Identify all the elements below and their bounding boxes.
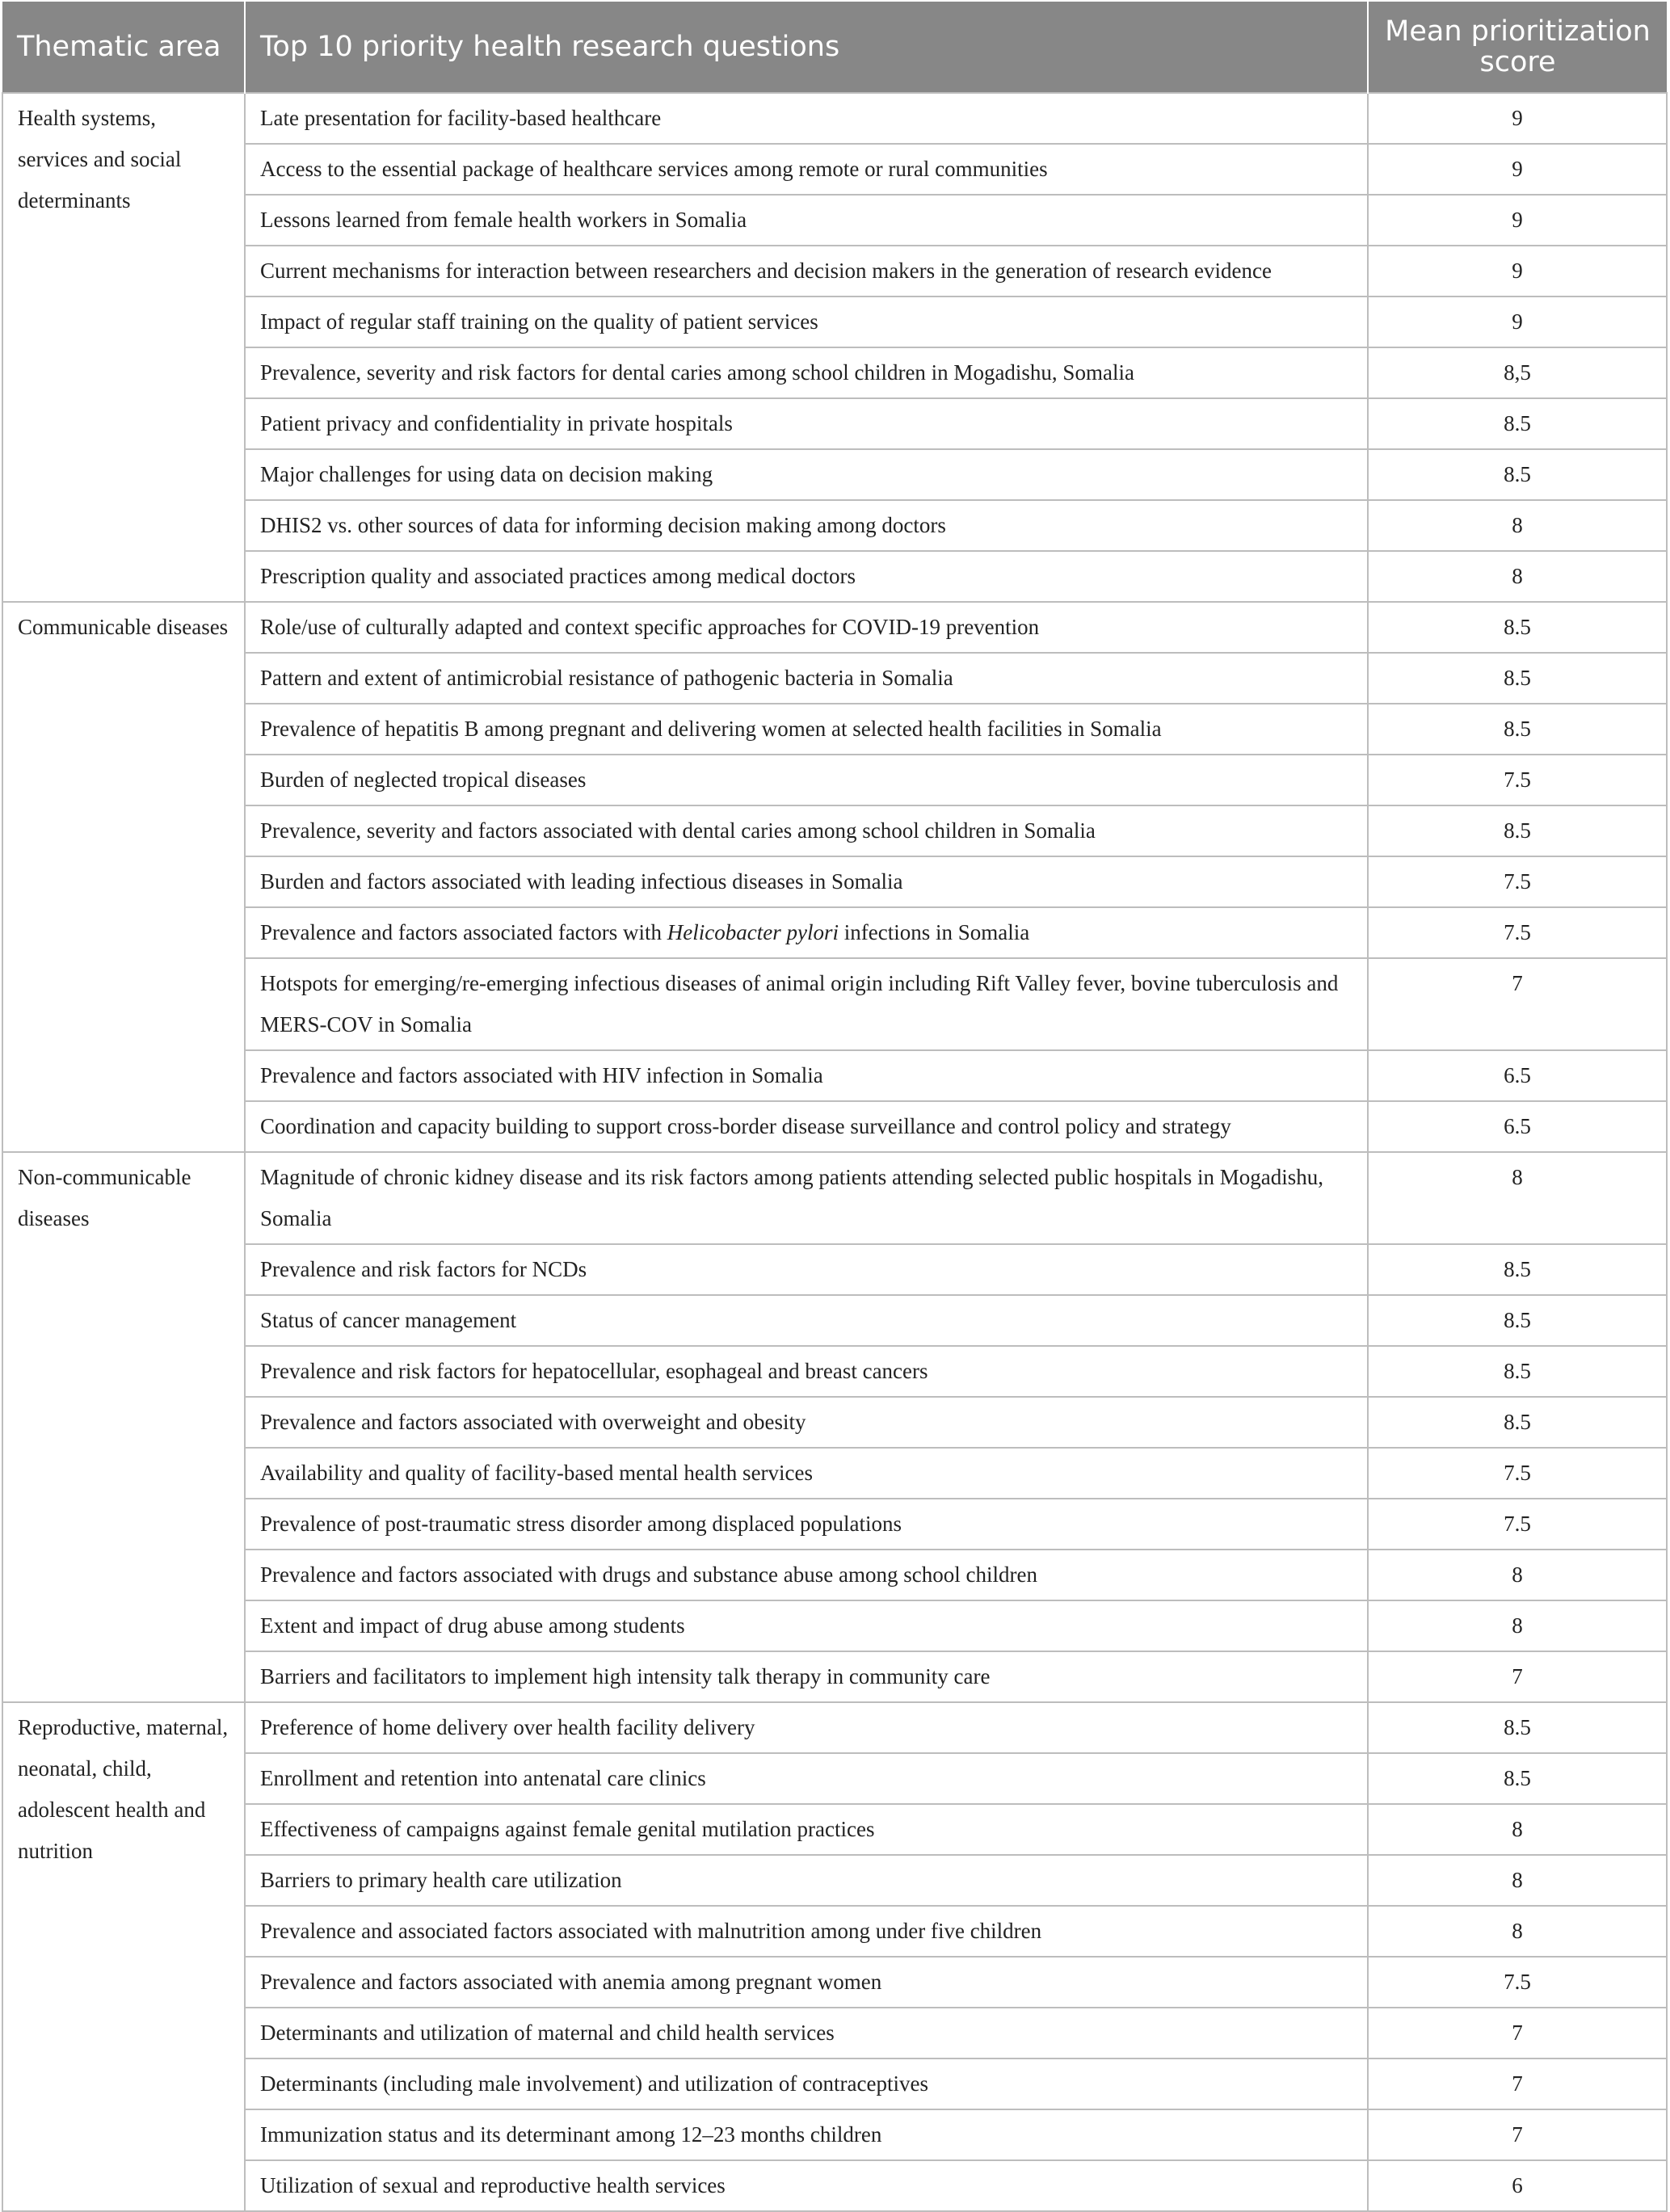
score-cell: 6.5 bbox=[1368, 1050, 1667, 1101]
header-thematic-area: Thematic area bbox=[2, 2, 245, 93]
question-cell: Determinants (including male involvement) and utilization of contraceptives bbox=[245, 2059, 1368, 2109]
score-cell: 8.5 bbox=[1368, 449, 1667, 500]
thematic-area-cell: Communicable diseases bbox=[2, 602, 245, 1152]
question-cell bbox=[245, 907, 1368, 958]
score-cell: 7 bbox=[1368, 958, 1667, 1050]
score-cell: 8 bbox=[1368, 1855, 1667, 1906]
table-row bbox=[2, 1855, 1667, 1906]
score-cell: 7.5 bbox=[1368, 755, 1667, 805]
question-cell: Immunization status and its determinant among 12–23 months children bbox=[245, 2109, 1368, 2160]
table-row bbox=[2, 1753, 1667, 1804]
table-row bbox=[2, 1346, 1667, 1397]
question-cell: Impact of regular staff training on the quality of patient services bbox=[245, 296, 1368, 347]
table-row bbox=[2, 907, 1667, 958]
question-cell: Barriers and facilitators to implement high intensity talk therapy in community care bbox=[245, 1651, 1368, 1702]
question-cell: Prevalence, severity and factors associated with dental caries among school children in Somalia bbox=[245, 805, 1368, 856]
table-row bbox=[2, 1702, 1667, 1753]
score-cell: 8.5 bbox=[1368, 1397, 1667, 1448]
question-cell: Prevalence and factors associated with overweight and obesity bbox=[245, 1397, 1368, 1448]
score-cell: 7.5 bbox=[1368, 1957, 1667, 2008]
table-row bbox=[2, 1957, 1667, 2008]
table-row bbox=[2, 144, 1667, 195]
question-cell: DHIS2 vs. other sources of data for informing decision making among doctors bbox=[245, 500, 1368, 551]
question-cell: Hotspots for emerging/re-emerging infectious diseases of animal origin including Rift Valley fever, bovine tuberculosis and MERS-COV in Somalia bbox=[245, 958, 1368, 1050]
question-cell: Pattern and extent of antimicrobial resistance of pathogenic bacteria in Somalia bbox=[245, 653, 1368, 704]
table-row bbox=[2, 1448, 1667, 1499]
table-row bbox=[2, 500, 1667, 551]
table-row bbox=[2, 2109, 1667, 2160]
priority-questions-table bbox=[2, 2, 1668, 2212]
question-cell: Enrollment and retention into antenatal care clinics bbox=[245, 1753, 1368, 1804]
question-cell: Burden of neglected tropical diseases bbox=[245, 755, 1368, 805]
table-row bbox=[2, 93, 1667, 144]
question-cell: Prevalence and risk factors for hepatocellular, esophageal and breast cancers bbox=[245, 1346, 1368, 1397]
score-cell: 6.5 bbox=[1368, 1101, 1667, 1152]
table-row bbox=[2, 296, 1667, 347]
table-row bbox=[2, 653, 1667, 704]
score-cell: 8.5 bbox=[1368, 1346, 1667, 1397]
score-cell: 8,5 bbox=[1368, 347, 1667, 398]
thematic-area-cell: Reproductive, maternal, neonatal, child, adolescent health and nutrition bbox=[2, 1702, 245, 2211]
question-cell: Prevalence and associated factors associated with malnutrition among under five children bbox=[245, 1906, 1368, 1957]
question-cell: Role/use of culturally adapted and context specific approaches for COVID-19 prevention bbox=[245, 602, 1368, 653]
score-cell: 8.5 bbox=[1368, 398, 1667, 449]
score-cell: 7 bbox=[1368, 2109, 1667, 2160]
question-cell: Prevalence of hepatitis B among pregnant and delivering women at selected health facilities in Somalia bbox=[245, 704, 1368, 755]
question-text: Prevalence and factors associated factors with bbox=[260, 920, 667, 944]
score-cell: 9 bbox=[1368, 93, 1667, 144]
table-row bbox=[2, 704, 1667, 755]
question-cell: Lessons learned from female health workers in Somalia bbox=[245, 195, 1368, 246]
question-cell: Coordination and capacity building to support cross-border disease surveillance and control policy and strategy bbox=[245, 1101, 1368, 1152]
question-cell: Magnitude of chronic kidney disease and its risk factors among patients attending selected public hospitals in Mogadishu, Somalia bbox=[245, 1152, 1368, 1244]
score-cell: 7 bbox=[1368, 2059, 1667, 2109]
question-cell: Prevalence, severity and risk factors for dental caries among school children in Mogadishu, Somalia bbox=[245, 347, 1368, 398]
score-cell: 6 bbox=[1368, 2160, 1667, 2211]
table-row bbox=[2, 1550, 1667, 1600]
question-cell: Prevalence and factors associated with HIV infection in Somalia bbox=[245, 1050, 1368, 1101]
question-cell: Current mechanisms for interaction between researchers and decision makers in the generation of research evidence bbox=[245, 246, 1368, 296]
table-row bbox=[2, 2008, 1667, 2059]
score-cell: 8.5 bbox=[1368, 653, 1667, 704]
score-cell: 8.5 bbox=[1368, 805, 1667, 856]
table-row bbox=[2, 1651, 1667, 1702]
question-cell: Late presentation for facility-based healthcare bbox=[245, 93, 1368, 144]
question-cell: Effectiveness of campaigns against female genital mutilation practices bbox=[245, 1804, 1368, 1855]
question-cell: Preference of home delivery over health facility delivery bbox=[245, 1702, 1368, 1753]
table-row bbox=[2, 1152, 1667, 1244]
score-cell: 8.5 bbox=[1368, 1244, 1667, 1295]
score-cell: 7.5 bbox=[1368, 856, 1667, 907]
table-row bbox=[2, 1397, 1667, 1448]
question-cell: Prevalence and factors associated with anemia among pregnant women bbox=[245, 1957, 1368, 2008]
score-cell: 9 bbox=[1368, 195, 1667, 246]
question-cell: Access to the essential package of healthcare services among remote or rural communities bbox=[245, 144, 1368, 195]
score-cell: 8 bbox=[1368, 1152, 1667, 1244]
question-cell: Availability and quality of facility-based mental health services bbox=[245, 1448, 1368, 1499]
question-cell: Major challenges for using data on decision making bbox=[245, 449, 1368, 500]
table-row bbox=[2, 1295, 1667, 1346]
table-row bbox=[2, 958, 1667, 1050]
table-row bbox=[2, 856, 1667, 907]
table-body bbox=[2, 93, 1667, 2211]
table-row bbox=[2, 1804, 1667, 1855]
table-row bbox=[2, 755, 1667, 805]
score-cell: 7.5 bbox=[1368, 907, 1667, 958]
score-cell: 9 bbox=[1368, 144, 1667, 195]
score-cell: 8.5 bbox=[1368, 1702, 1667, 1753]
table-row bbox=[2, 805, 1667, 856]
score-cell: 7.5 bbox=[1368, 1448, 1667, 1499]
score-cell: 9 bbox=[1368, 246, 1667, 296]
table-row bbox=[2, 398, 1667, 449]
question-cell: Prevalence and factors associated with drugs and substance abuse among school children bbox=[245, 1550, 1368, 1600]
table-row bbox=[2, 2160, 1667, 2211]
table-row bbox=[2, 2059, 1667, 2109]
score-cell: 7.5 bbox=[1368, 1499, 1667, 1550]
score-cell: 8.5 bbox=[1368, 704, 1667, 755]
table-row bbox=[2, 1600, 1667, 1651]
question-cell: Prescription quality and associated practices among medical doctors bbox=[245, 551, 1368, 602]
table-row bbox=[2, 602, 1667, 653]
score-cell: 7 bbox=[1368, 1651, 1667, 1702]
question-text-after: infections in Somalia bbox=[839, 920, 1030, 944]
score-cell: 8 bbox=[1368, 1906, 1667, 1957]
table-row bbox=[2, 195, 1667, 246]
table-row bbox=[2, 1101, 1667, 1152]
question-text-italic: Helicobacter pylori bbox=[667, 920, 839, 944]
score-cell: 8 bbox=[1368, 500, 1667, 551]
table-row bbox=[2, 1906, 1667, 1957]
table-row bbox=[2, 347, 1667, 398]
header-questions: Top 10 priority health research questions bbox=[245, 2, 1368, 93]
question-cell: Barriers to primary health care utilization bbox=[245, 1855, 1368, 1906]
table-row bbox=[2, 246, 1667, 296]
question-cell: Status of cancer management bbox=[245, 1295, 1368, 1346]
table-row bbox=[2, 1050, 1667, 1101]
table-row bbox=[2, 1244, 1667, 1295]
question-cell: Burden and factors associated with leading infectious diseases in Somalia bbox=[245, 856, 1368, 907]
thematic-area-cell: Health systems, services and social determinants bbox=[2, 93, 245, 602]
question-cell: Extent and impact of drug abuse among students bbox=[245, 1600, 1368, 1651]
score-cell: 8.5 bbox=[1368, 602, 1667, 653]
question-cell: Utilization of sexual and reproductive health services bbox=[245, 2160, 1368, 2211]
score-cell: 8.5 bbox=[1368, 1295, 1667, 1346]
thematic-area-cell: Non-communicable diseases bbox=[2, 1152, 245, 1702]
score-cell: 8.5 bbox=[1368, 1753, 1667, 1804]
question-cell: Patient privacy and confidentiality in private hospitals bbox=[245, 398, 1368, 449]
score-cell: 7 bbox=[1368, 2008, 1667, 2059]
score-cell: 9 bbox=[1368, 296, 1667, 347]
table-row bbox=[2, 449, 1667, 500]
score-cell: 8 bbox=[1368, 1600, 1667, 1651]
question-cell: Determinants and utilization of maternal and child health services bbox=[245, 2008, 1368, 2059]
question-cell: Prevalence of post-traumatic stress disorder among displaced populations bbox=[245, 1499, 1368, 1550]
score-cell: 8 bbox=[1368, 551, 1667, 602]
table-header-row bbox=[2, 2, 1667, 93]
score-cell: 8 bbox=[1368, 1550, 1667, 1600]
score-cell: 8 bbox=[1368, 1804, 1667, 1855]
header-score: Mean prioritization score bbox=[1368, 2, 1667, 93]
question-cell: Prevalence and risk factors for NCDs bbox=[245, 1244, 1368, 1295]
table-row bbox=[2, 1499, 1667, 1550]
table-row bbox=[2, 551, 1667, 602]
